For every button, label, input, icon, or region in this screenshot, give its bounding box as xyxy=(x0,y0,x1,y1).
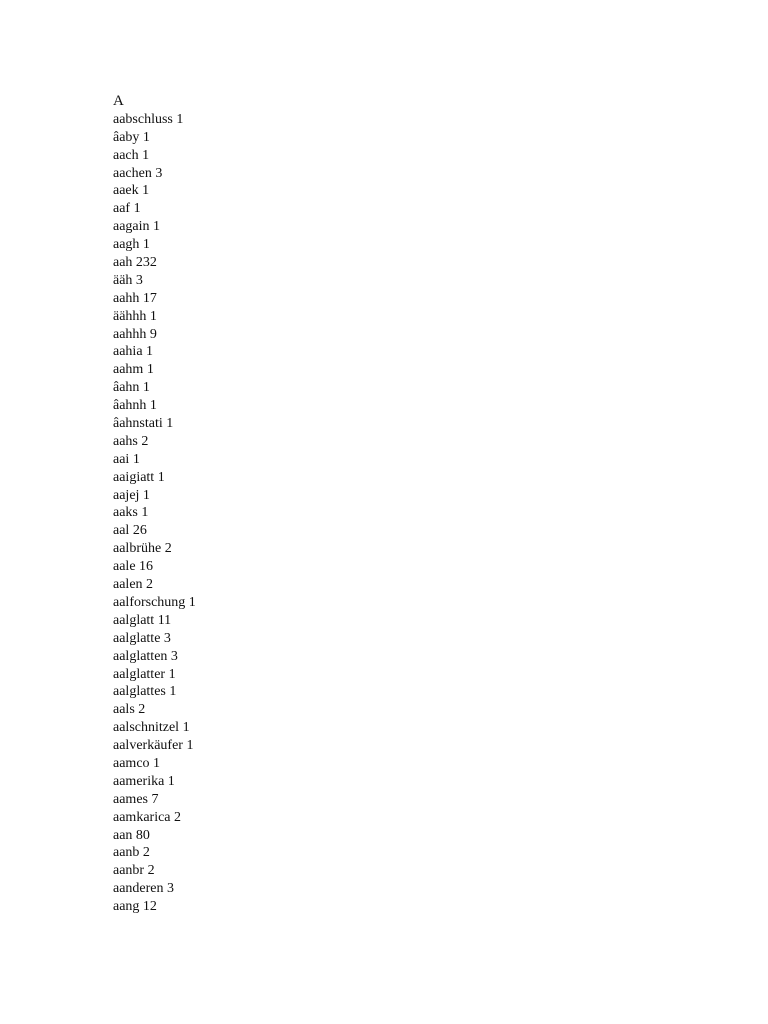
word-entry: aames 7 xyxy=(113,791,159,807)
word-entry: aanbr 2 xyxy=(113,863,155,879)
word-entry: aahia 1 xyxy=(113,344,154,360)
word-entry: aach 1 xyxy=(113,147,150,163)
word-entry: aalglatte 3 xyxy=(113,630,171,646)
word-entry: aalforschung 1 xyxy=(113,594,196,610)
word-entry: aalverkäufer 1 xyxy=(113,738,194,754)
word-entry: aalbrühe 2 xyxy=(113,541,172,557)
word-entry: aaek 1 xyxy=(113,183,150,199)
word-entry: aale 16 xyxy=(113,559,154,575)
word-entry: aabschluss 1 xyxy=(113,111,184,127)
word-list xyxy=(113,93,196,916)
word-entry: aahh 17 xyxy=(113,290,157,306)
word-entry: aanb 2 xyxy=(113,845,150,861)
word-entry: aalglatter 1 xyxy=(113,666,176,682)
word-entry: aalglatt 11 xyxy=(113,612,172,628)
word-entry: âaby 1 xyxy=(113,129,150,145)
word-entry: aalschnitzel 1 xyxy=(113,720,190,736)
word-entry: aalglatten 3 xyxy=(113,648,178,664)
word-entry: ääh 3 xyxy=(113,272,143,288)
word-entry: aahm 1 xyxy=(113,362,154,378)
word-entry: aai 1 xyxy=(113,451,140,467)
word-entry: aagh 1 xyxy=(113,237,150,253)
section-heading: A xyxy=(113,93,124,109)
word-entry: aals 2 xyxy=(113,702,146,718)
word-entry: aamkarica 2 xyxy=(113,809,182,825)
word-entry: aalen 2 xyxy=(113,577,154,593)
word-entry: aahs 2 xyxy=(113,433,149,449)
word-entry: âahnh 1 xyxy=(113,398,157,414)
word-entry: aah 232 xyxy=(113,255,157,271)
word-entry: aamerika 1 xyxy=(113,773,175,789)
word-entry: äähhh 1 xyxy=(113,308,157,324)
word-entry: âahn 1 xyxy=(113,380,150,396)
word-entry: aanderen 3 xyxy=(113,881,175,897)
word-entry: aaigiatt 1 xyxy=(113,469,165,485)
word-entry: aahhh 9 xyxy=(113,326,157,342)
word-entry: aan 80 xyxy=(113,827,150,843)
word-entry: aaf 1 xyxy=(113,201,141,217)
word-entry: aajej 1 xyxy=(113,487,150,503)
word-entry: aachen 3 xyxy=(113,165,163,181)
word-entry: aamco 1 xyxy=(113,755,161,771)
word-entry: aalglattes 1 xyxy=(113,684,177,700)
word-entry: aaks 1 xyxy=(113,505,149,521)
word-entry: aal 26 xyxy=(113,523,147,539)
word-entry: aang 12 xyxy=(113,899,157,915)
word-entry: âahnstati 1 xyxy=(113,416,174,432)
word-entry: aagain 1 xyxy=(113,219,161,235)
